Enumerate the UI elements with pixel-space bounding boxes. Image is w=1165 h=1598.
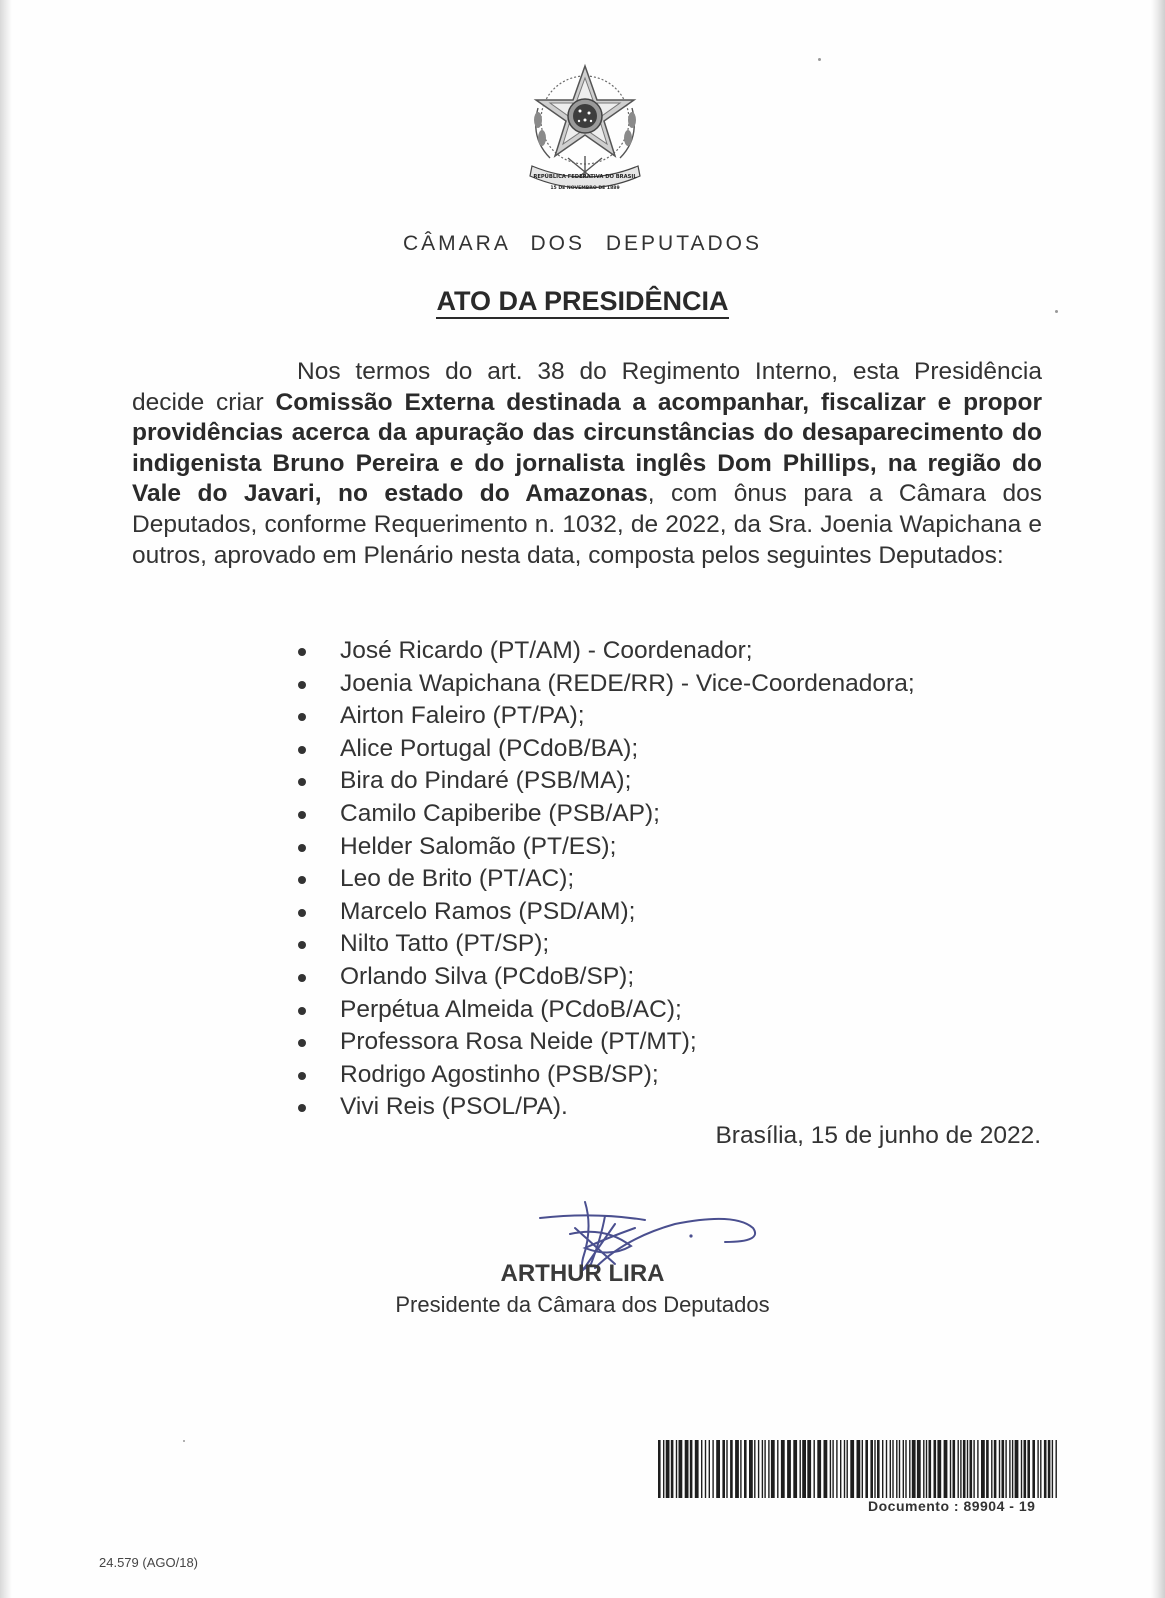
svg-text:15 DE NOVEMBRO DE 1889: 15 DE NOVEMBRO DE 1889 xyxy=(550,186,620,191)
member-item: Joenia Wapichana (REDE/RR) - Vice-Coordenadora; xyxy=(296,668,915,701)
barcode-bar xyxy=(768,1440,769,1498)
barcode-bar xyxy=(953,1440,956,1498)
barcode-bar xyxy=(679,1440,683,1498)
barcode-bar xyxy=(663,1440,664,1498)
barcode-bar xyxy=(658,1440,661,1498)
barcode-bar xyxy=(695,1440,699,1498)
member-item: Vivi Reis (PSOL/PA). xyxy=(296,1091,915,1124)
document-number: Documento : 89904 - 19 xyxy=(868,1498,1036,1514)
barcode-bar xyxy=(862,1440,863,1498)
barcode-bar xyxy=(793,1440,797,1498)
barcode-bar xyxy=(892,1440,893,1498)
barcode-bar xyxy=(712,1440,713,1498)
member-item: Professora Rosa Neide (PT/MT); xyxy=(296,1026,915,1059)
barcode-bar xyxy=(832,1440,833,1498)
barcode-bar xyxy=(1052,1440,1053,1498)
paper-speck xyxy=(818,58,821,61)
barcode-bar xyxy=(905,1440,906,1498)
member-item: Camilo Capiberibe (PSB/AP); xyxy=(296,798,915,831)
barcode-bar xyxy=(973,1440,974,1498)
barcode-bar xyxy=(857,1440,861,1498)
barcode-bar xyxy=(1037,1440,1038,1498)
paper-speck xyxy=(183,1440,185,1442)
barcode-bar xyxy=(1040,1440,1041,1498)
act-title-text: ATO DA PRESIDÊNCIA xyxy=(436,286,728,319)
barcode-bar xyxy=(705,1440,706,1498)
barcode-bar xyxy=(701,1440,702,1498)
barcode-bar xyxy=(1012,1440,1013,1498)
barcode-bar xyxy=(762,1440,763,1498)
barcode-bar xyxy=(970,1440,973,1498)
barcode-bar xyxy=(676,1440,677,1498)
barcode-bar xyxy=(890,1440,891,1498)
act-body-paragraph xyxy=(132,357,1042,571)
barcode-bar xyxy=(963,1440,966,1498)
barcode-bar xyxy=(817,1440,821,1498)
barcode-bar xyxy=(874,1440,875,1498)
barcode-bar xyxy=(937,1440,941,1498)
barcode-bar xyxy=(771,1440,775,1498)
barcode-bar xyxy=(1005,1440,1006,1498)
barcode-bar xyxy=(847,1440,848,1498)
barcode-bar xyxy=(877,1440,880,1498)
barcode-bar xyxy=(802,1440,806,1498)
barcode-bar xyxy=(830,1440,831,1498)
member-item: Rodrigo Agostinho (PSB/SP); xyxy=(296,1059,915,1092)
member-item: Orlando Silva (PCdoB/SP); xyxy=(296,961,915,994)
barcode-bar xyxy=(685,1440,689,1498)
member-item: Helder Salomão (PT/ES); xyxy=(296,831,915,864)
signer-name: ARTHUR LIRA xyxy=(500,1260,665,1287)
barcode-bar xyxy=(800,1440,801,1498)
member-item: Alice Portugal (PCdoB/BA); xyxy=(296,733,915,766)
barcode-bar xyxy=(909,1440,910,1498)
signer-role: Presidente da Câmara dos Deputados xyxy=(395,1292,770,1317)
barcode-bar xyxy=(896,1440,897,1498)
barcode-bar xyxy=(1021,1440,1022,1498)
form-code: 24.579 (AGO/18) xyxy=(99,1555,198,1570)
barcode-bar xyxy=(1056,1440,1057,1498)
document-barcode xyxy=(658,1440,1058,1500)
barcode-bar xyxy=(781,1440,785,1498)
member-item: Nilto Tatto (PT/SP); xyxy=(296,928,915,961)
barcode-bar xyxy=(886,1440,887,1498)
barcode-bar xyxy=(726,1440,727,1498)
barcode-bar xyxy=(740,1440,741,1498)
barcode-bar xyxy=(934,1440,937,1498)
barcode-bar xyxy=(1002,1440,1005,1498)
barcode-bar xyxy=(758,1440,759,1498)
barcode-bar xyxy=(958,1440,959,1498)
place-and-date: Brasília, 15 de junho de 2022. xyxy=(715,1122,1041,1149)
barcode-bar xyxy=(986,1440,989,1498)
barcode-bar xyxy=(882,1440,883,1498)
barcode-bar xyxy=(926,1440,927,1498)
barcode-bar xyxy=(1027,1440,1030,1498)
barcode-bar xyxy=(960,1440,961,1498)
member-list xyxy=(296,635,915,1124)
paper-speck xyxy=(1055,310,1058,313)
barcode-bar xyxy=(690,1440,693,1498)
member-item: Marcelo Ramos (PSD/AM); xyxy=(296,896,915,929)
barcode-bar xyxy=(1015,1440,1019,1498)
barcode-bar xyxy=(744,1440,747,1498)
barcode-bar xyxy=(1032,1440,1035,1498)
barcode-bar xyxy=(777,1440,778,1498)
barcode-bar xyxy=(840,1440,841,1498)
body-part-2: , com ônus para a Câmara dos Deputados, conforme Requerimento n. 1032, de 2022, da Sra. Joenia Wapichana e outros, aprovado em Plenário nesta data, composta pelos seguintes Deputados: xyxy=(132,480,1042,569)
barcode-bar xyxy=(929,1440,932,1498)
commission-description: Comissão Externa destinada a acompanhar, fiscalizar e propor providências acerca da apuração das circunstâncias do desaparecimento do indigenista Bruno Pereira e do jornalista inglês Dom Phillips, na região do Vale do Javari, no estado do Amazonas xyxy=(132,388,1042,508)
barcode-bar xyxy=(912,1440,916,1498)
barcode-bar xyxy=(944,1440,948,1498)
barcode-bar xyxy=(1009,1440,1010,1498)
barcode-bar xyxy=(764,1440,765,1498)
barcode-bar xyxy=(709,1440,710,1498)
barcode-bar xyxy=(807,1440,811,1498)
barcode-bar xyxy=(787,1440,791,1498)
barcode-bar xyxy=(991,1440,992,1498)
barcode-bar xyxy=(917,1440,921,1498)
member-item: Leo de Brito (PT/AC); xyxy=(296,863,915,896)
barcode-bar xyxy=(923,1440,924,1498)
barcode-bar xyxy=(735,1440,739,1498)
barcode-bar xyxy=(844,1440,845,1498)
barcode-bar xyxy=(749,1440,753,1498)
barcode-bar xyxy=(994,1440,997,1498)
act-title xyxy=(0,286,1165,317)
barcode-bar xyxy=(999,1440,1000,1498)
barcode-bar xyxy=(824,1440,828,1498)
barcode-bar xyxy=(666,1440,670,1498)
barcode-bar xyxy=(1024,1440,1027,1498)
barcode-bar xyxy=(730,1440,733,1498)
barcode-bar xyxy=(977,1440,978,1498)
barcode-bar xyxy=(950,1440,951,1498)
barcode-bar xyxy=(967,1440,968,1498)
coat-of-arms-icon xyxy=(520,58,650,198)
barcode-bar xyxy=(865,1440,868,1498)
institution-name: CÂMARA DOS DEPUTADOS xyxy=(403,232,762,255)
barcode-bar xyxy=(903,1440,904,1498)
barcode-bar xyxy=(850,1440,854,1498)
barcode-bar xyxy=(899,1440,900,1498)
barcode-bar xyxy=(870,1440,873,1498)
member-item: José Ricardo (PT/AM) - Coordenador; xyxy=(296,635,915,668)
member-item: Bira do Pindaré (PSB/MA); xyxy=(296,765,915,798)
barcode-bar xyxy=(722,1440,725,1498)
barcode-bar xyxy=(671,1440,674,1498)
barcode-bar xyxy=(754,1440,755,1498)
barcode-bar xyxy=(981,1440,985,1498)
barcode-bar xyxy=(1044,1440,1047,1498)
svg-text:REPÚBLICA FEDERATIVA DO BRASIL: REPÚBLICA FEDERATIVA DO BRASIL xyxy=(533,174,637,180)
body-part-1: Nos termos do art. 38 do Regimento Interno, esta Presidência decide criar xyxy=(132,358,1042,416)
barcode-bar xyxy=(716,1440,720,1498)
member-item: Perpétua Almeida (PCdoB/AC); xyxy=(296,994,915,1027)
member-item: Airton Faleiro (PT/PA); xyxy=(296,700,915,733)
barcode-bar xyxy=(1048,1440,1051,1498)
barcode-bar xyxy=(836,1440,837,1498)
barcode-bar xyxy=(814,1440,815,1498)
